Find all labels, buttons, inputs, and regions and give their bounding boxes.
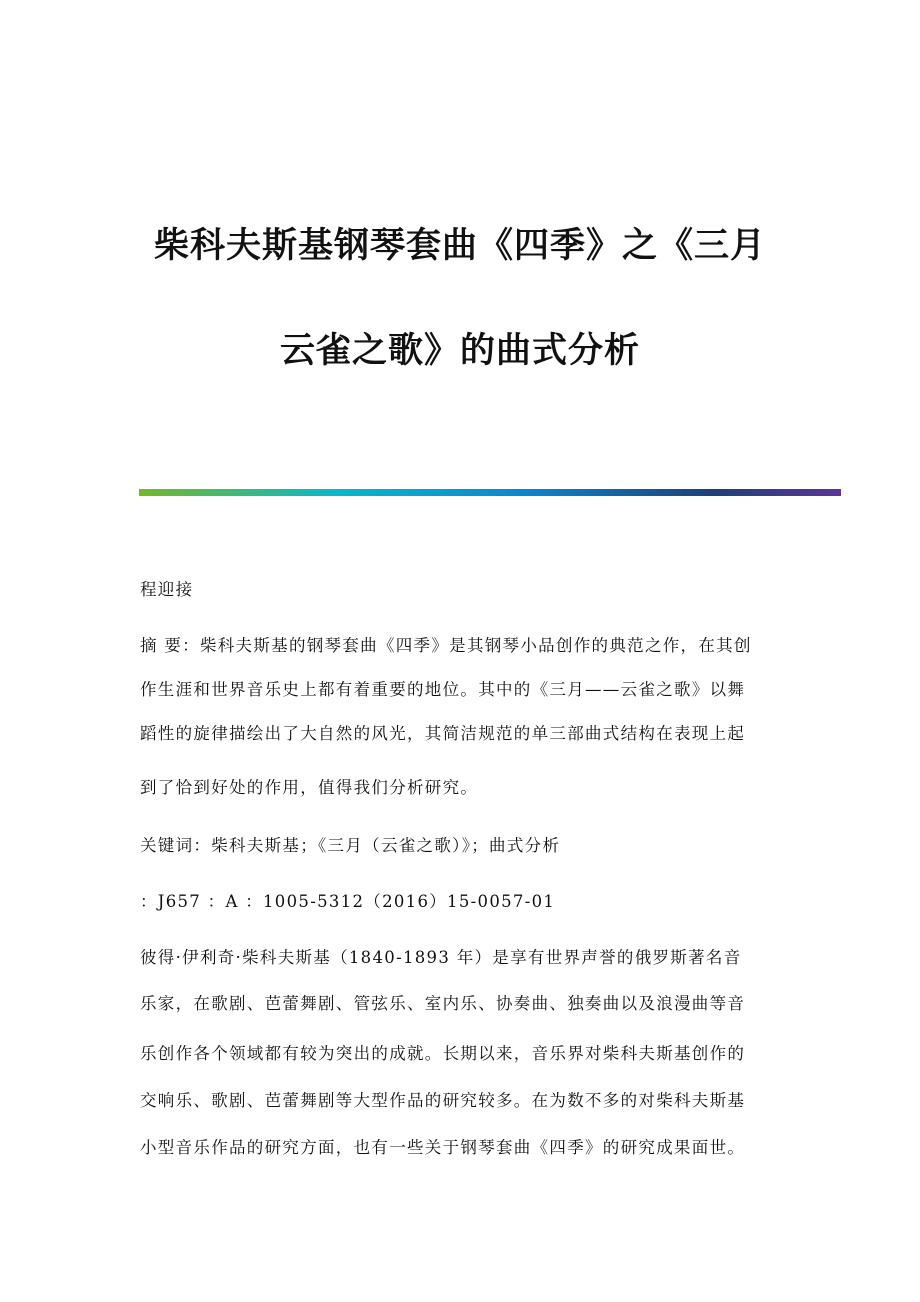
abstract-line: 蹈性的旋律描绘出了大自然的风光，其简洁规范的单三部曲式结构在表现上起	[140, 724, 746, 743]
abstract-line: 到了恰到好处的作用，值得我们分析研究。	[140, 778, 479, 797]
author: 程迎接	[140, 580, 194, 599]
body-line: 交响乐、歌剧、芭蕾舞剧等大型作品的研究较多。在为数不多的对柴科夫斯基	[140, 1091, 746, 1110]
abstract-line: 摘 要：柴科夫斯基的钢琴套曲《四季》是其钢琴小品创作的典范之作，在其创	[140, 636, 752, 655]
body-line: 彼得·伊利奇·柴科夫斯基（1840-1893 年）是享有世界声誉的俄罗斯著名音	[140, 948, 742, 967]
document-title-line-2: 云雀之歌》的曲式分析	[279, 331, 640, 371]
body-line: 小型音乐作品的研究方面，也有一些关于钢琴套曲《四季》的研究成果面世。	[140, 1138, 746, 1157]
document-title-line-1: 柴科夫斯基钢琴套曲《四季》之《三月	[153, 226, 766, 266]
gradient-divider	[139, 489, 841, 496]
abstract-line: 作生涯和世界音乐史上都有着重要的地位。其中的《三月——云雀之歌》以舞	[140, 680, 746, 699]
body-line: 乐创作各个领域都有较为突出的成就。长期以来，音乐界对柴科夫斯基创作的	[140, 1044, 746, 1063]
body-line: 乐家，在歌剧、芭蕾舞剧、管弦乐、室内乐、协奏曲、独奏曲以及浪漫曲等音	[140, 994, 746, 1013]
keywords: 关键词：柴科夫斯基；《三月（云雀之歌）》；曲式分析	[140, 836, 561, 855]
classification: ：J657 ：A ：1005-5312（2016）15-0057-01	[140, 892, 556, 911]
